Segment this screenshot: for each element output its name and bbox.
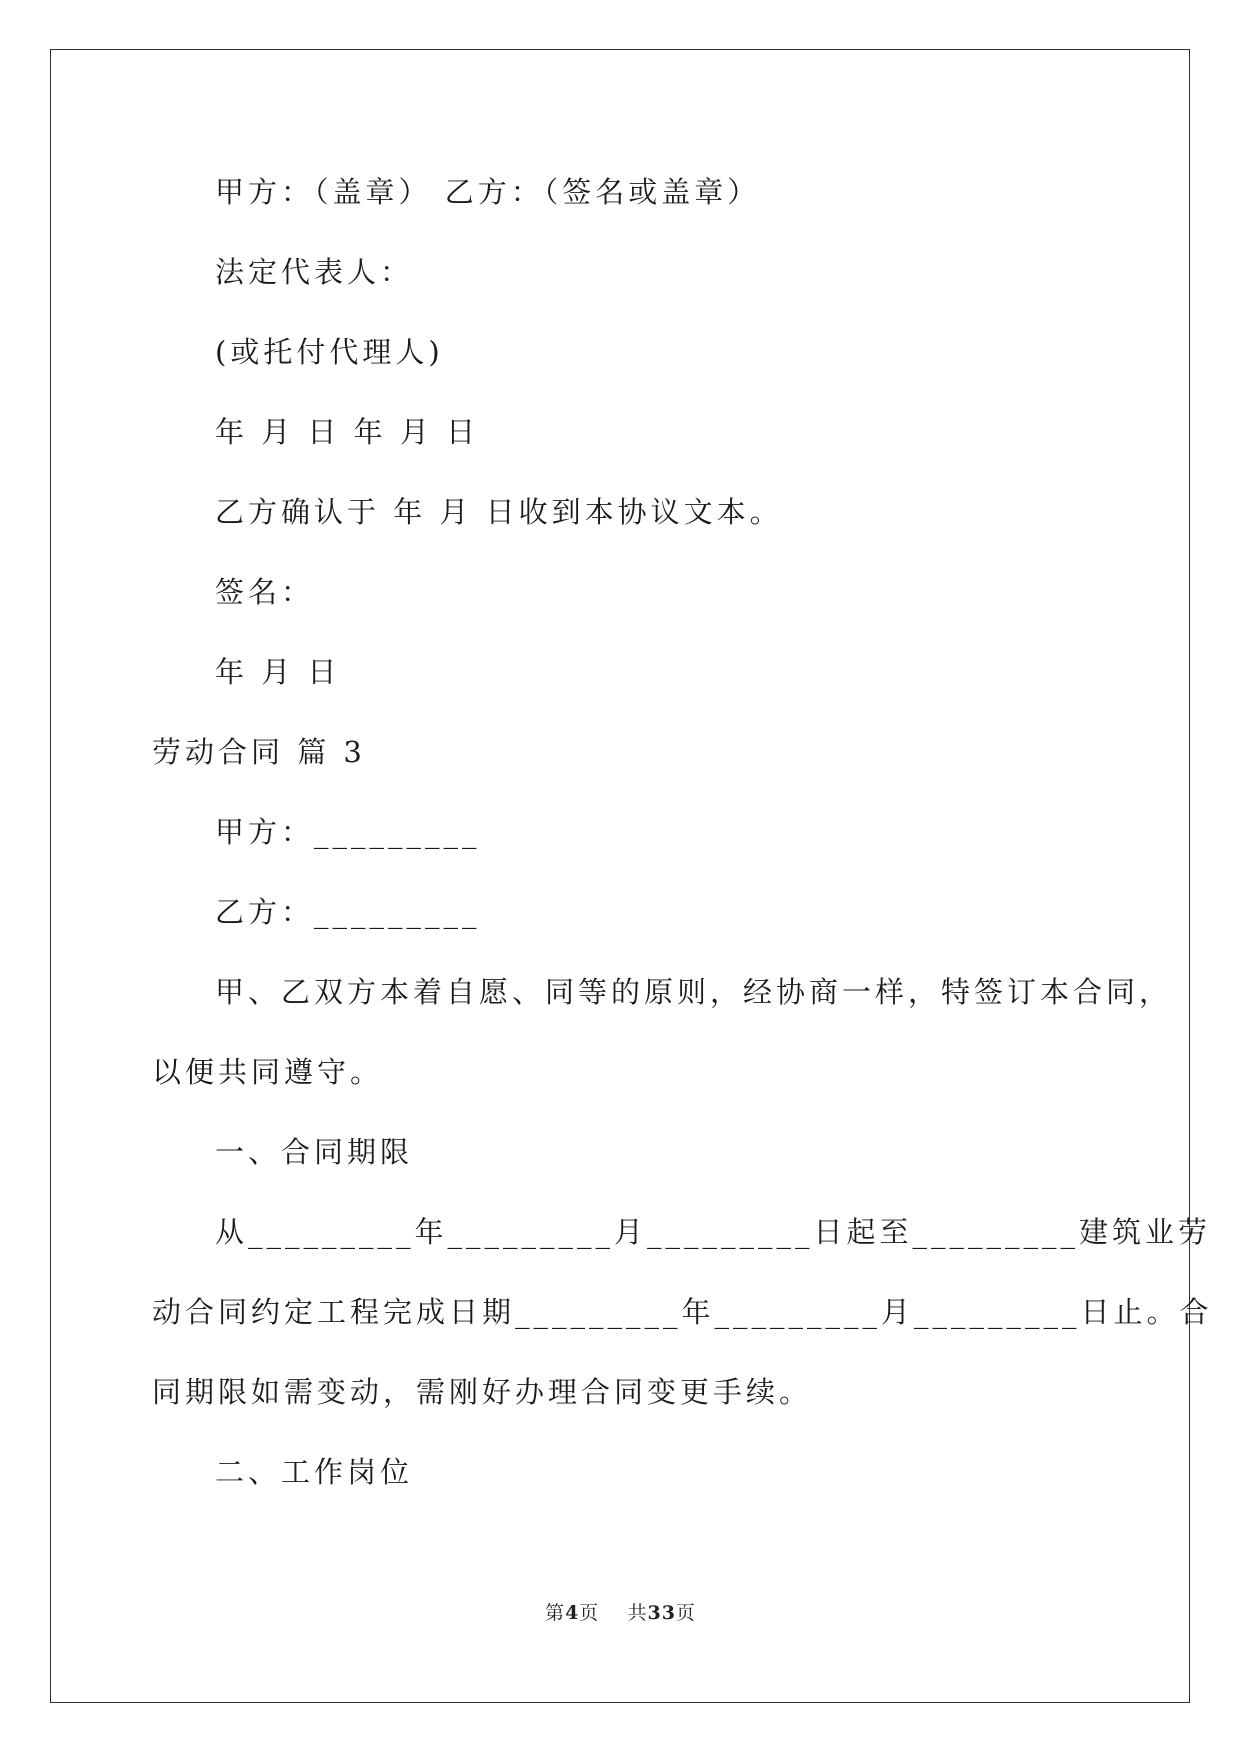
contract-term-line-3: 同期限如需变动，需刚好办理合同变更手续。: [152, 1375, 813, 1409]
preamble-line-1: 甲、乙双方本着自愿、同等的原则，经协商一样，特签订本合同，: [215, 975, 1173, 1009]
contract-term-heading: 一、合同期限: [215, 1135, 414, 1169]
footer-page-number: 4: [565, 1602, 580, 1624]
party-a-line: 甲方：_________: [215, 815, 481, 849]
footer-prefix: 第: [545, 1602, 566, 1624]
legal-representative-line: 法定代表人：: [215, 255, 414, 289]
footer-total-pages: 33: [647, 1602, 676, 1624]
signature-parties-line: 甲方：（盖章） 乙方：（签名或盖章）: [215, 175, 761, 209]
authorized-agent-line: (或托付代理人): [215, 335, 444, 369]
signature-date-line: 年 月 日 年 月 日: [215, 415, 480, 449]
section-heading: 劳动合同 篇 3: [152, 735, 366, 769]
page-footer: [0, 1598, 1241, 1625]
receipt-date-line: 年 月 日: [215, 655, 341, 689]
footer-mid: 页 共: [579, 1602, 648, 1624]
job-position-heading: 二、工作岗位: [215, 1455, 414, 1489]
contract-term-line-1: 从_________年_________月_________日起至_________建筑业劳: [215, 1215, 1212, 1249]
contract-term-line-2: 动合同约定工程完成日期_________年_________月_________日止。合: [152, 1295, 1213, 1329]
footer-suffix: 页: [675, 1602, 696, 1624]
party-b-line: 乙方：_________: [215, 895, 481, 929]
signature-line: 签名：: [215, 575, 315, 609]
preamble-line-2: 以便共同遵守。: [152, 1055, 384, 1089]
receipt-confirmation-line: 乙方确认于 年 月 日收到本协议文本。: [215, 495, 783, 529]
